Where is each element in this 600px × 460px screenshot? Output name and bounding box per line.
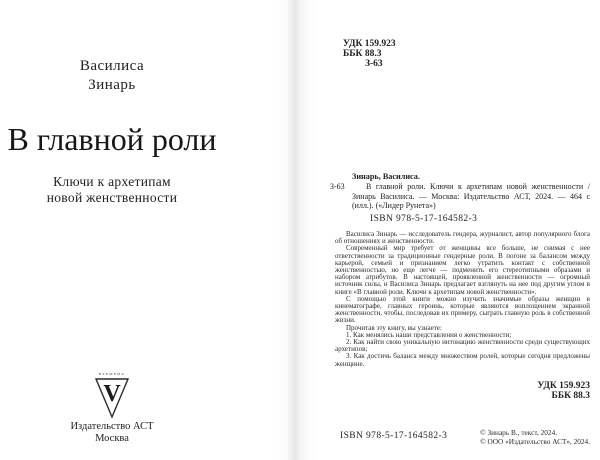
annotation-text: [335, 231, 590, 368]
title-page: [0, 0, 296, 460]
book-title: В главной роли: [7, 121, 217, 157]
udk-number-bottom: УДК 159.923: [537, 381, 590, 391]
annotation-list-item: 3. Как достичь баланса между множеством ролей, которые сегодня предложены женщине.: [335, 352, 590, 368]
publisher-name: [0, 421, 224, 444]
bib-author-sign: З-63: [330, 181, 345, 191]
footer-isbn: ISBN 978-5-17-164582-3: [340, 431, 448, 441]
bbk-number: ББК 88.3: [343, 49, 382, 59]
annotation-list-item: 2. Как найти свою уникальную интонацию женственности среди существующих архетипов;: [335, 338, 590, 354]
publisher-city: Москва: [95, 432, 129, 444]
publisher-block: [0, 372, 224, 444]
udc-block-top: [343, 39, 396, 69]
author-name: [0, 57, 224, 95]
bib-isbn: ISBN 978-5-17-164582-3: [370, 214, 478, 225]
subtitle-line-1: Ключи к архетипам: [53, 174, 171, 189]
book-subtitle: [0, 174, 224, 206]
bbk-number-bottom: ББК 88.3: [551, 391, 590, 401]
logo-letter: V: [103, 381, 121, 407]
publisher-line-1: Издательство АСТ: [70, 421, 154, 432]
udk-number: УДК 159.923: [343, 39, 396, 49]
imprint-name: ВРЕМЕНА: [98, 372, 126, 376]
annotation-paragraph: С помощью этой книги можно изучить значимые образы женщин в кинематографе, главных героинь, которые являются воплощением экранной женственности, чтобы, последовав их примеру, сыграть главную роль в собственной жизни.: [335, 294, 590, 325]
bib-author-heading: Зинарь, Василиса.: [352, 172, 420, 181]
subtitle-line-2: новой женственности: [46, 190, 178, 205]
author-sign-code: З-63: [365, 59, 383, 69]
annotation-list-item: 1. Как менялись наши представления о женственности;: [346, 330, 512, 339]
copyright-footer: [340, 428, 590, 446]
annotation-list-intro: Прочитав эту книгу, вы узнаете:: [346, 323, 442, 332]
copyright-author: © Зинарь В., текст, 2024.: [480, 428, 558, 437]
bib-description: В главной роли. Ключи к архетипам новой женственности / Зинарь Василиса. — Москва: Издательство АСТ, 2024. — 464 с (илл.). («Лидер Рунета»): [352, 181, 590, 211]
author-first-name: Василиса: [79, 58, 145, 74]
publisher-logo-icon: [94, 377, 130, 419]
copyright-notices: [480, 428, 590, 446]
copyright-publisher: © ООО «Издательство АСТ», 2024.: [480, 437, 590, 446]
bibliographic-record: [330, 172, 590, 225]
udc-block-bottom: [537, 381, 590, 401]
annotation-paragraph: Василиса Зинарь — исследователь гендера, журналист, автор популярного блога об отношениях и женственности.: [335, 230, 590, 246]
annotation-paragraph: Современный мир требует от женщины все больше, не снимая с нее ответственности за традиционные гендерные роли. В погоне за балансом между карьерой, семьей и признанием легко утратить контакт с собственной женственностью, но еще легче — подменить его стереотипными образами и набором атрибутов. В настоящей, проявленной женственности — огромный источник силы, и Василиса Зинарь предлагает взглянуть на нее под другим углом в книге «В главной роли. Ключи к архетипам новой женственности».: [335, 244, 590, 296]
author-last-name: Зинарь: [88, 77, 136, 93]
copyright-page: [296, 0, 600, 460]
